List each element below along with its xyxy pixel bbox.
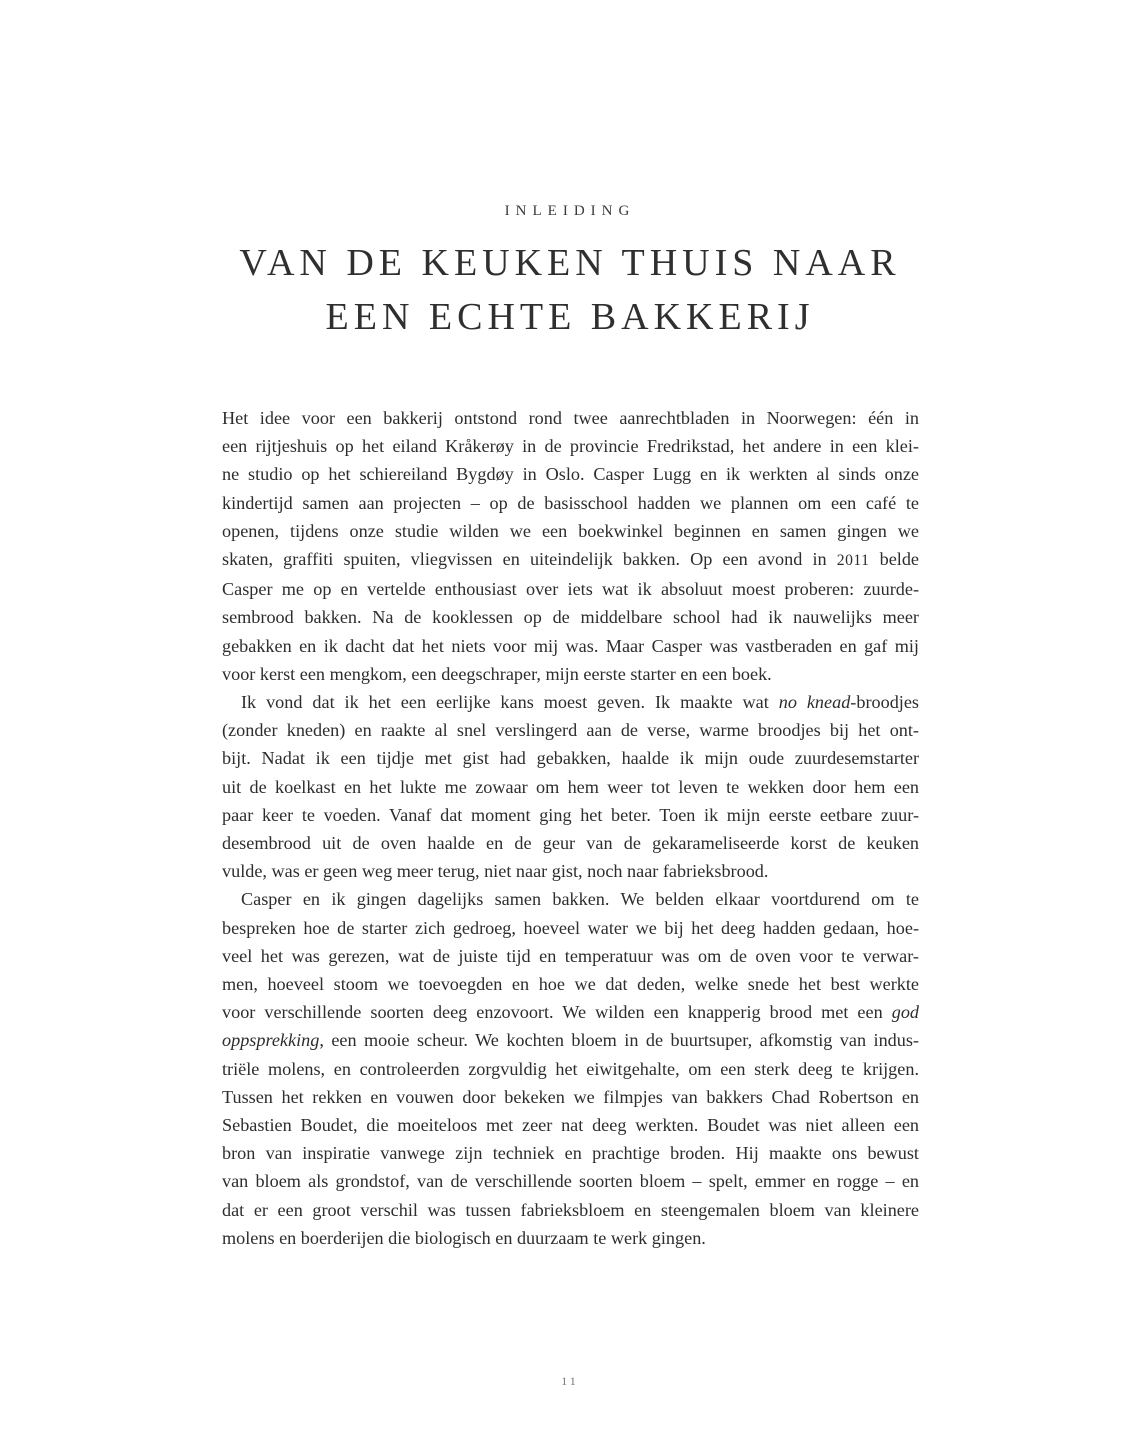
text-line: men, hoeveel stoom we toevoegden en hoe we dat deden, welke snede het best werkte — [222, 974, 919, 995]
text-line: Casper en ik gingen dagelijks samen bakken. We belden elkaar voortdurend om te — [241, 889, 919, 910]
body-text — [222, 404, 919, 1252]
text-line: ne studio op het schiereiland Bygdøy in Oslo. Casper Lugg en ik werkten al sinds onze — [222, 464, 919, 485]
year-text: 2011 — [836, 552, 870, 570]
text-line — [222, 545, 919, 575]
text-run: voor verschillende soorten deeg enzovoort. We wilden een knapperig brood met een — [222, 1002, 883, 1023]
text-line: molens en boerderijen die biologisch en duurzaam te werk gingen. — [222, 1227, 706, 1248]
text-run: -broodjes — [850, 692, 919, 713]
text-line: sembrood bakken. Na de kooklessen op de middelbare school had ik nauwelijks meer — [222, 607, 919, 628]
text-line — [222, 1026, 919, 1054]
text-line: gebakken en ik dacht dat het niets voor mij was. Maar Casper was vastberaden en gaf mij — [222, 635, 919, 656]
page-number: 11 — [561, 1374, 579, 1388]
text-line: Sebastien Boudet, die moeiteloos met zeer nat deeg werkten. Boudet was niet alleen een — [222, 1115, 919, 1136]
text-line: Tussen het rekken en vouwen door bekeken we filmpjes van bakkers Chad Robertson en — [222, 1086, 919, 1107]
text-line — [222, 688, 919, 716]
text-line — [222, 998, 919, 1026]
italic-term: oppsprekking — [222, 1030, 320, 1051]
text-line: kindertijd samen aan projecten – op de basisschool hadden we plannen om een café te — [222, 492, 919, 513]
text-run: skaten, graffiti spuiten, vliegvissen en uiteindelijk bakken. Op een avond in — [222, 549, 827, 570]
text-line: veel het was gerezen, wat de juiste tijd en temperatuur was om de oven voor te verwar- — [222, 945, 919, 966]
text-line: voor kerst een mengkom, een deegschraper, mijn eerste starter en een boek. — [222, 663, 772, 684]
text-line: (zonder kneden) en raakte al snel verslingerd aan de verse, warme broodjes bij het ont- — [222, 720, 919, 741]
text-line: dat er een groot verschil was tussen fabrieksbloem en steengemalen bloem van kleinere — [222, 1199, 919, 1220]
chapter-title — [0, 236, 1140, 344]
text-line: bijt. Nadat ik een tijdje met gist had gebakken, haalde ik mijn oude zuurdesemstarter — [222, 748, 919, 769]
chapter-title-line: VAN DE KEUKEN THUIS NAAR — [239, 242, 901, 284]
text-run: belde — [879, 549, 919, 570]
text-line: Casper me op en vertelde enthousiast over iets wat ik absoluut moest proberen: zuurde- — [222, 579, 919, 600]
chapter-label: INLEIDING — [504, 203, 636, 219]
text-line: bron van inspiratie vanwege zijn techniek en prachtige broden. Hij maakte ons bewust — [222, 1143, 919, 1164]
text-line: desembrood uit de oven haalde en de geur van de gekarameliseerde korst de keuken — [222, 833, 919, 854]
text-run: , een mooie scheur. We kochten bloem in de buurtsuper, afkomstig van indus- — [319, 1030, 919, 1051]
chapter-title-line: EEN ECHTE BAKKERIJ — [325, 296, 815, 338]
italic-term: god — [891, 1002, 919, 1023]
text-run: Ik vond dat ik het een eerlijke kans moest geven. Ik maakte wat — [241, 692, 769, 713]
text-line: triële molens, en controleerden zorgvuldig het eiwitgehalte, om een sterk deeg te krijgen. — [222, 1058, 919, 1079]
text-line: uit de koelkast en het lukte me zowaar om hem weer tot leven te wekken door hem een — [222, 776, 919, 797]
text-line: openen, tijdens onze studie wilden we een boekwinkel beginnen en samen gingen we — [222, 520, 919, 541]
text-line: van bloem als grondstof, van de verschillende soorten bloem – spelt, emmer en rogge – en — [222, 1171, 919, 1192]
text-line: vulde, was er geen weg meer terug, niet naar gist, noch naar fabrieksbrood. — [222, 861, 769, 882]
text-line: bespreken hoe de starter zich gedroeg, hoeveel water we bij het deeg hadden gedaan, hoe- — [222, 917, 919, 938]
italic-term: no knead — [778, 692, 851, 713]
text-line: paar keer te voeden. Vanaf dat moment ging het beter. Toen ik mijn eerste eetbare zuur- — [222, 804, 919, 825]
text-line: een rijtjeshuis op het eiland Kråkerøy in de provincie Fredrikstad, het andere in een klei- — [222, 436, 919, 457]
text-line: Het idee voor een bakkerij ontstond rond twee aanrechtbladen in Noorwegen: één in — [222, 408, 919, 428]
